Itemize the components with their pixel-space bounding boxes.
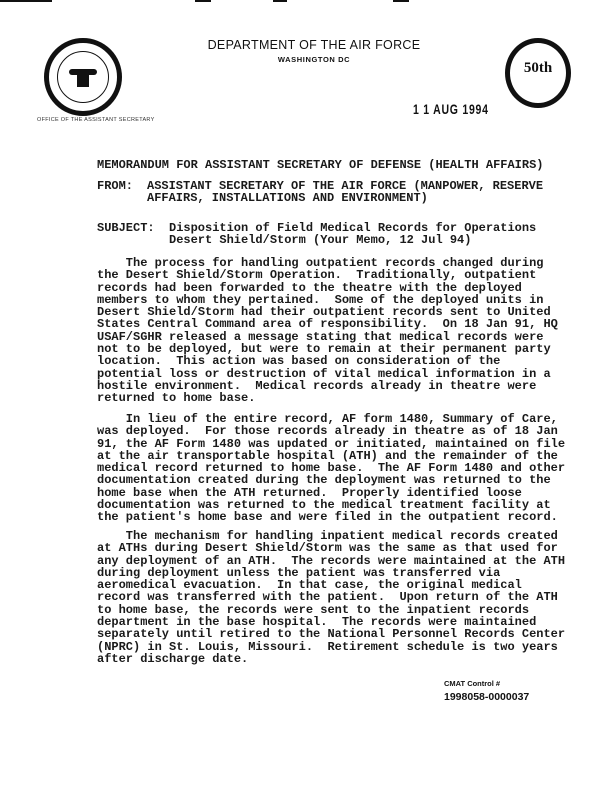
department-title: DEPARTMENT OF THE AIR FORCE	[207, 38, 421, 52]
text-line: at ATHs during Desert Shield/Storm was the same as that used for	[97, 541, 558, 556]
scan-mark	[273, 0, 287, 2]
text-line: separately until retired to the National Personnel Records Center	[97, 627, 566, 642]
paragraph-3	[97, 530, 565, 665]
text-line: 91, the AF Form 1480 was updated or initiated, maintained on file	[97, 436, 566, 451]
text-line: location. This action was based on consideration of the	[97, 354, 501, 369]
from-label: FROM:	[97, 179, 134, 193]
text-line: after discharge date.	[97, 651, 249, 666]
text-line: USAF/SGHR released a message stating that medical records were	[97, 329, 544, 344]
from-block	[147, 180, 543, 205]
office-label: OFFICE OF THE ASSISTANT SECRETARY	[37, 117, 155, 123]
text-line: The process for handling outpatient records changed during	[97, 256, 544, 270]
text-line: records had been forwarded to the theatre with the deployed	[97, 280, 522, 295]
text-line: the Desert Shield/Storm Operation. Traditionally, outpatient	[97, 268, 537, 283]
text-line: returned to home base.	[97, 391, 256, 406]
text-line: any deployment of an ATH. The records were maintained at the ATH	[97, 553, 566, 568]
text-line: The mechanism for handling inpatient medical records created	[97, 529, 558, 543]
control-label: CMAT Control #	[444, 679, 501, 688]
text-line: during deployment unless the patient was transferred via	[97, 565, 501, 580]
control-number: 1998058-0000037	[444, 691, 530, 703]
text-line: hostile environment. Medical records already in theatre were	[97, 378, 537, 393]
anniversary-seal-icon	[505, 38, 571, 108]
text-line: was deployed. For those records already in theatre as of 18 Jan	[97, 424, 558, 439]
text-line: documentation created during the deployment was returned to the	[97, 473, 551, 488]
subject-line: Disposition of Field Medical Records for Operations	[169, 221, 537, 235]
text-line: (NPRC) in St. Louis, Missouri. Retirement schedule is two years	[97, 639, 558, 654]
paragraph-2	[97, 413, 565, 524]
scan-mark	[195, 0, 211, 2]
paragraph-1	[97, 257, 558, 405]
text-line: Desert Shield/Storm had their outpatient records sent to United	[97, 305, 551, 320]
scan-mark	[393, 0, 409, 2]
subject-label: SUBJECT:	[97, 221, 155, 235]
date-stamp: 1 1 AUG 1994	[413, 101, 489, 117]
subject-block	[169, 222, 536, 247]
from-line: ASSISTANT SECRETARY OF THE AIR FORCE (MANPOWER, RESERVE	[147, 179, 544, 193]
text-line: In lieu of the entire record, AF form 1480, Summary of Care,	[97, 412, 558, 426]
dod-seal-icon	[44, 38, 122, 116]
text-line: documentation was returned to the medical treatment facility at	[97, 498, 551, 513]
from-line: AFFAIRS, INSTALLATIONS AND ENVIRONMENT)	[147, 191, 428, 206]
text-line: States Central Command area of responsibility. On 18 Jan 91, HQ	[97, 317, 558, 332]
scan-mark	[0, 0, 52, 2]
text-line: to home base, the records were sent to the inpatient records	[97, 602, 530, 617]
text-line: not to be deployed, but were to remain at their permanent party	[97, 342, 551, 357]
text-line: department in the base hospital. The records were maintained	[97, 615, 537, 630]
text-line: aeromedical evacuation. In that case, the original medical	[97, 578, 522, 593]
memo-to: MEMORANDUM FOR ASSISTANT SECRETARY OF DEFENSE (HEALTH AFFAIRS)	[97, 158, 544, 172]
text-line: home base when the ATH returned. Properly identified loose	[97, 485, 522, 500]
text-line: the patient's home base and were filed in the outpatient record.	[97, 510, 558, 525]
location: WASHINGTON DC	[277, 55, 351, 64]
text-line: record was transferred with the patient. Upon return of the ATH	[97, 590, 558, 605]
subject-line: Desert Shield/Storm (Your Memo, 12 Jul 94)	[169, 233, 472, 248]
text-line: medical record returned to home base. The AF Form 1480 and other	[97, 461, 566, 476]
text-line: potential loss or destruction of vital medical information in a	[97, 366, 551, 381]
text-line: members to whom they pertained. Some of the deployed units in	[97, 292, 544, 307]
anniversary-label: 50th	[523, 60, 553, 76]
text-line: at the air transportable hospital (ATH) and the remainder of the	[97, 448, 558, 463]
